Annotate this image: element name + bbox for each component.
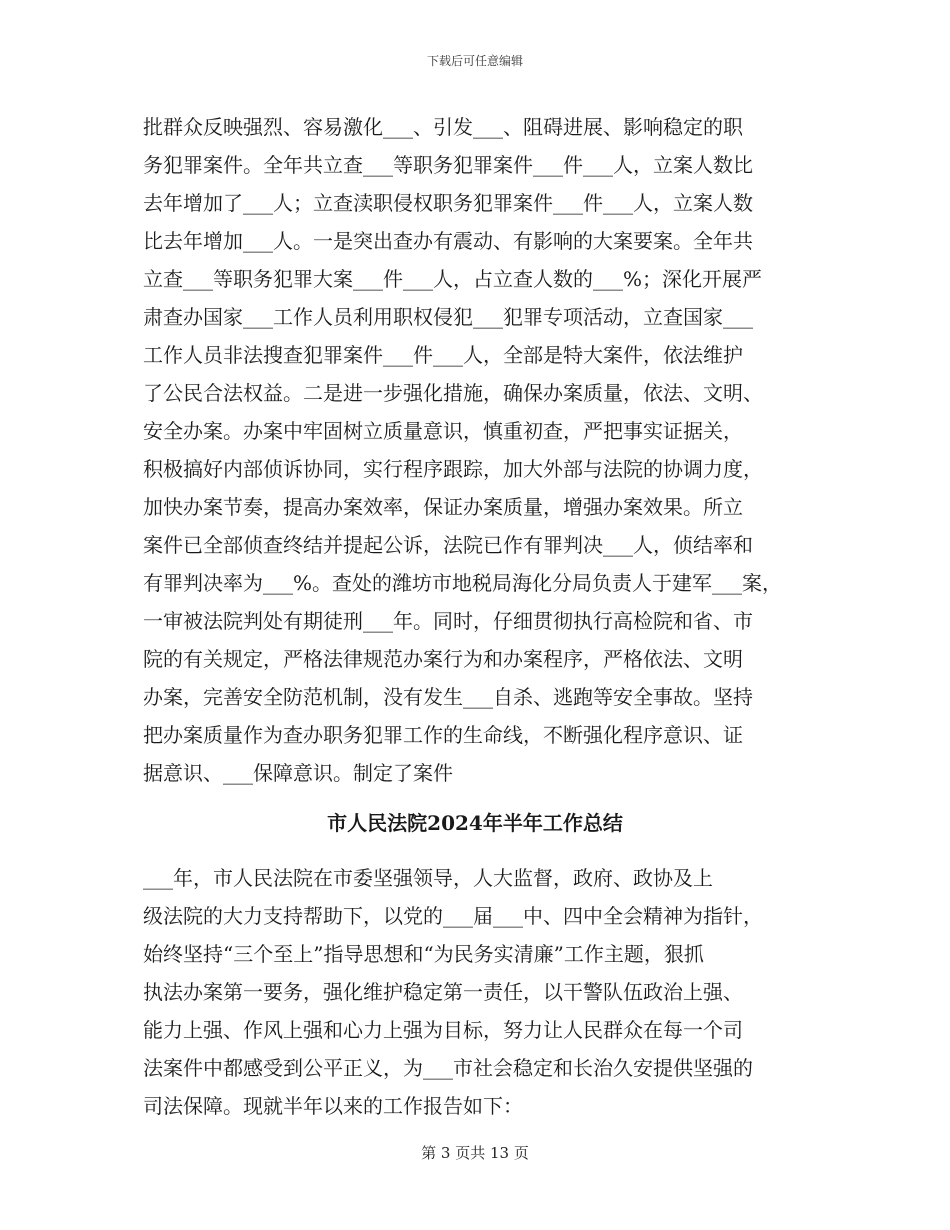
- body-line: 能力上强、作风上强和心力上强为目标，努力让人民群众在每一个司: [143, 1018, 743, 1042]
- body-line: 肃查办国家___工作人员利用职权侵犯___犯罪专项活动，立查国家___: [143, 305, 753, 329]
- body-line: 案件已全部侦查终结并提起公诉，法院已作有罪判决___人，侦结率和: [143, 533, 753, 557]
- body-line: 法案件中都感受到公平正义，为___市社会稳定和长治久安提供坚强的: [143, 1056, 753, 1080]
- body-line: 把办案质量作为查办职务犯罪工作的生命线，不断强化程序意识、证: [143, 723, 743, 747]
- body-line: 积极搞好内部侦诉协同，实行程序跟踪，加大外部与法院的协调力度，: [143, 457, 763, 481]
- body-line: 有罪判决率为___%。查处的潍坊市地税局海化分局负责人于建军___案，: [143, 571, 783, 595]
- body-line: 据意识、___保障意识。制定了案件: [143, 761, 453, 785]
- body-line: 始终坚持“三个至上”指导思想和“为民务实清廉”工作主题，狠抓: [143, 942, 704, 966]
- body-line: ___年，市人民法院在市委坚强领导，人大监督，政府、政协及上: [143, 866, 713, 890]
- body-line: 一审被法院判处有期徒刑___年。同时，仔细贯彻执行高检院和省、市: [143, 609, 753, 633]
- body-line: 去年增加了___人；立查渎职侵权职务犯罪案件___件___人，立案人数: [143, 191, 753, 215]
- body-line: 办案，完善安全防范机制，没有发生___自杀、逃跑等安全事故。坚持: [143, 685, 753, 709]
- body-line: 执法办案第一要务，强化维护稳定第一责任，以干警队伍政治上强、: [143, 980, 743, 1004]
- body-line: 安全办案。办案中牢固树立质量意识，慎重初查，严把事实证据关，: [143, 419, 743, 443]
- body-line: 级法院的大力支持帮助下，以党的___届___中、四中全会精神为指针，: [143, 904, 763, 928]
- body-line: 院的有关规定，严格法律规范办案行为和办案程序，严格依法、文明: [143, 647, 743, 671]
- body-line: 立查___等职务犯罪大案___件___人，占立查人数的___%；深化开展严: [143, 267, 763, 291]
- body-line: 加快办案节奏，提高办案效率，保证办案质量，增强办案效果。所立: [143, 495, 743, 519]
- section-title: 市人民法院2024年半年工作总结: [327, 811, 623, 835]
- body-line: 工作人员非法搜查犯罪案件___件___人，全部是特大案件，依法维护: [143, 343, 743, 367]
- body-line: 务犯罪案件。全年共立查___等职务犯罪案件___件___人，立案人数比: [143, 153, 753, 177]
- header-note: 下载后可任意编辑: [426, 54, 523, 68]
- body-line: 司法保障。现就半年以来的工作报告如下：: [143, 1094, 523, 1118]
- body-line: 批群众反映强烈、容易激化___、引发___、阻碍进展、影响稳定的职: [143, 115, 743, 139]
- body-line: 比去年增加___人。一是突出查办有震动、有影响的大案要案。全年共: [143, 229, 753, 253]
- body-line: 了公民合法权益。二是进一步强化措施，确保办案质量，依法、文明、: [143, 381, 763, 405]
- page-number: 第 3 页共 13 页: [421, 1144, 529, 1162]
